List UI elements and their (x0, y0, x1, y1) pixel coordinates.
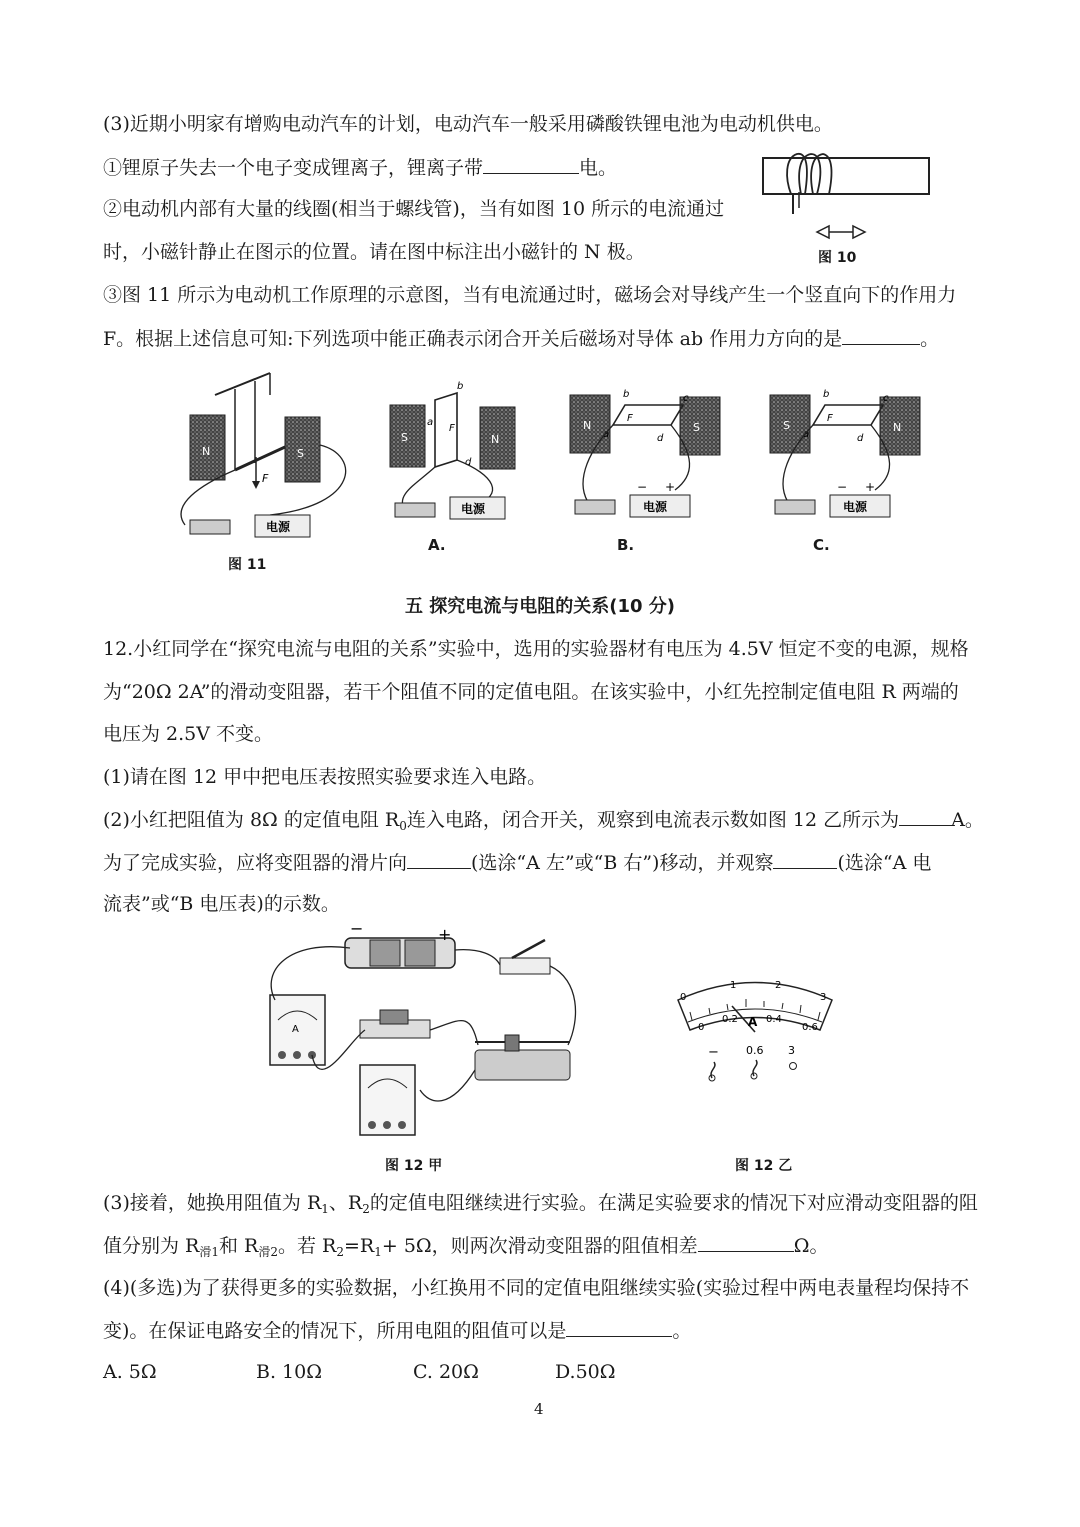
q12-part3-text: 和 R (219, 1235, 259, 1257)
force-label: F (449, 423, 455, 434)
figure-11-caption: 图 11 (228, 557, 267, 573)
subscript: 滑1 (199, 1245, 219, 1259)
q12-stem-line2: 为“20Ω 2A”的滑动变阻器，若干个阻值不同的定值电阻。在该实验中，小红先控制定值电阻 R 两端的 (103, 681, 959, 703)
q12-part2-text: (2)小红把阻值为 8Ω 的定值电阻 R (103, 809, 400, 831)
q11-p3-item3b-end: 。 (920, 328, 940, 350)
option-b-apparatus[interactable] (570, 389, 720, 517)
q12-part3-text: 的定值电阻继续进行实验。在满足实验要求的情况下对应滑动变阻器的阻 (369, 1192, 978, 1214)
meter-unit: A (748, 1015, 758, 1029)
power-label: 电源 (843, 500, 868, 514)
force-label: F (262, 472, 269, 485)
bottom-scale-2: 0.4 (766, 1014, 782, 1025)
q12-part3-unit: Ω。 (793, 1235, 829, 1257)
figure-11-apparatus[interactable] (181, 373, 346, 537)
q11-p3-item3a: ③图 11 所示为电动机工作原理的示意图，当有电流通过时，磁场会对导线产生一个竖直向下的作用力 (103, 284, 957, 306)
q11-p3-item3b-text: F。根据上述信息可知:下列选项中能正确表示闭合开关后磁场对导体 ab 作用力方向的是 (103, 328, 843, 350)
figure-12b-caption: 图 12 乙 (735, 1158, 793, 1174)
option-b-label[interactable]: B. (617, 536, 635, 554)
choice-b[interactable]: B. 10Ω (256, 1361, 322, 1383)
q12-part4-end: 。 (672, 1320, 692, 1342)
force-label: F (627, 413, 633, 424)
figure-12a-circuit[interactable] (250, 920, 590, 1145)
terminal-minus-label: − (708, 1045, 719, 1060)
battery-plus-label: + (438, 925, 452, 944)
section-5-heading: 五 探究电流与电阻的关系(10 分) (404, 596, 676, 617)
minus-label: − (837, 480, 848, 494)
page-number: 4 (534, 1400, 544, 1418)
top-scale-3: 3 (820, 992, 827, 1003)
power-label: 电源 (643, 500, 668, 514)
q12-part1: (1)请在图 12 甲中把电压表按照实验要求连入电路。 (103, 766, 547, 788)
answer-blank-charge[interactable] (483, 155, 579, 174)
pole-n-label: N (893, 421, 902, 434)
plus-label: + (665, 480, 676, 494)
option-c-label[interactable]: C. (813, 536, 830, 554)
option-a-label[interactable]: A. (428, 536, 446, 554)
q12-part2-unit: A。 (951, 809, 984, 831)
answer-blank-force-direction[interactable] (842, 326, 920, 345)
q12-part3-text: + 5Ω，则两次滑动变阻器的阻值相差 (381, 1235, 698, 1257)
q11-p3-intro: (3)近期小明家有增购电动汽车的计划，电动汽车一般采用磷酸铁锂电池为电动机供电。 (103, 113, 833, 135)
point-a-label: a (803, 429, 810, 440)
ammeter-unit-label: A (292, 1024, 299, 1035)
pole-n-label: N (583, 419, 592, 432)
option-c-apparatus[interactable] (770, 389, 920, 517)
pole-s-label: S (693, 421, 700, 434)
q12-stem-line1: 12.小红同学在“探究电流与电阻的关系”实验中，选用的实验器材有电压为 4.5V 恒定不变的电源，规格 (103, 638, 969, 660)
pole-n-label: N (202, 445, 211, 458)
subscript: 2 (362, 1202, 370, 1216)
point-b-label: b (457, 381, 464, 392)
q12-part3-text: (3)接着，她换用阻值为 R (103, 1192, 322, 1214)
point-b-label: b (823, 389, 830, 400)
pole-s-label: S (783, 419, 790, 432)
bottom-scale-3: 0.6 (802, 1022, 818, 1033)
compass-needle-right (853, 226, 865, 238)
choice-d[interactable]: D.50Ω (555, 1361, 616, 1383)
q12-part2-text2: 连入电路，闭合开关，观察到电流表示数如图 12 乙所示为 (406, 809, 900, 831)
q12-part4-line2 (103, 1318, 691, 1343)
power-label: 电源 (266, 520, 291, 534)
answer-blank-resistance-diff[interactable] (698, 1233, 794, 1252)
q12-part2-text5: (选涂“A 电 (837, 852, 932, 874)
point-c-label: c (683, 393, 689, 404)
q12-part2-line1 (103, 807, 984, 838)
q12-part2-text3: 为了完成实验，应将变阻器的滑片向 (103, 852, 408, 874)
force-label: F (827, 413, 833, 424)
q12-part2-line3: 流表”或“B 电压表)的示数。 (103, 893, 340, 915)
answer-blank-resistor-values[interactable] (566, 1318, 672, 1337)
q12-stem-line3: 电压为 2.5V 不变。 (103, 723, 274, 745)
subscript: 2 (336, 1245, 344, 1259)
plus-label: + (865, 480, 876, 494)
q11-p3-item2b: 时，小磁针静止在图示的位置。请在图中标注出小磁针的 N 极。 (103, 241, 645, 263)
pole-n-label: N (491, 433, 500, 446)
answer-blank-current[interactable] (899, 807, 951, 826)
figure-11-row (160, 365, 940, 560)
q11-p3-item1 (103, 155, 617, 180)
answer-blank-observe-meter[interactable] (773, 850, 837, 869)
top-scale-2: 2 (775, 980, 782, 991)
subscript: 0 (399, 819, 407, 833)
choice-c[interactable]: C. 20Ω (413, 1361, 479, 1383)
switch[interactable] (500, 958, 550, 974)
point-c-label: c (883, 393, 889, 404)
choice-a[interactable]: A. 5Ω (103, 1361, 157, 1383)
figure-12a-caption: 图 12 甲 (385, 1158, 443, 1174)
bottom-scale-1: 0.2 (722, 1014, 738, 1025)
q12-part4-text: 变)。在保证电路安全的情况下，所用电阻的阻值可以是 (103, 1320, 567, 1342)
option-a-apparatus[interactable] (390, 381, 515, 519)
point-b-label: b (623, 389, 630, 400)
power-label: 电源 (461, 502, 486, 516)
q12-part3-line1 (103, 1191, 978, 1221)
point-d-label: d (465, 457, 472, 468)
q12-part3-text: 、R (328, 1192, 363, 1214)
q12-part2-text4: (选涂“A 左”或“B 右”)移动，并观察 (471, 852, 774, 874)
compass-needle-left (817, 226, 829, 238)
subscript: 1 (374, 1245, 382, 1259)
terminal-0.6-label: 0.6 (746, 1044, 764, 1057)
subscript: 滑2 (258, 1245, 278, 1259)
q12-part3-text: 。若 R (278, 1235, 337, 1257)
point-d-label: d (857, 433, 864, 444)
point-a-label: a (603, 429, 610, 440)
q12-part3-text: =R (344, 1235, 375, 1257)
figure-10-solenoid[interactable] (755, 148, 935, 248)
rheostat[interactable] (475, 1050, 570, 1080)
top-scale-0: 0 (680, 992, 687, 1003)
terminal-3-label: 3 (788, 1044, 795, 1057)
q11-p3-item2a: ②电动机内部有大量的线圈(相当于螺线管)，当有如图 10 所示的电流通过 (103, 198, 725, 220)
point-a-label: a (427, 417, 434, 428)
top-scale-1: 1 (730, 980, 737, 991)
q11-p3-item3b (103, 326, 939, 351)
point-d-label: d (657, 433, 664, 444)
q12-part3-line2 (103, 1233, 828, 1264)
figure-12b-ammeter[interactable] (670, 970, 840, 1090)
q12-part4-line1: (4)(多选)为了获得更多的实验数据，小红换用不同的定值电阻继续实验(实验过程中两电表量程均保持不 (103, 1277, 970, 1299)
pole-s-label: S (297, 447, 304, 460)
minus-label: − (637, 480, 648, 494)
subscript: 1 (321, 1202, 329, 1216)
q12-part3-text: 值分别为 R (103, 1235, 200, 1257)
battery-minus-label: − (350, 920, 364, 938)
pole-s-label: S (401, 431, 408, 444)
q11-p3-item1-text: ①锂原子失去一个电子变成锂离子，锂离子带 (103, 157, 484, 179)
q11-p3-item1-end: 电。 (579, 157, 618, 179)
figure-10-caption: 图 10 (818, 250, 857, 266)
bottom-scale-0: 0 (698, 1022, 705, 1033)
q12-part2-line2 (103, 850, 931, 875)
answer-blank-slider-direction[interactable] (407, 850, 471, 869)
